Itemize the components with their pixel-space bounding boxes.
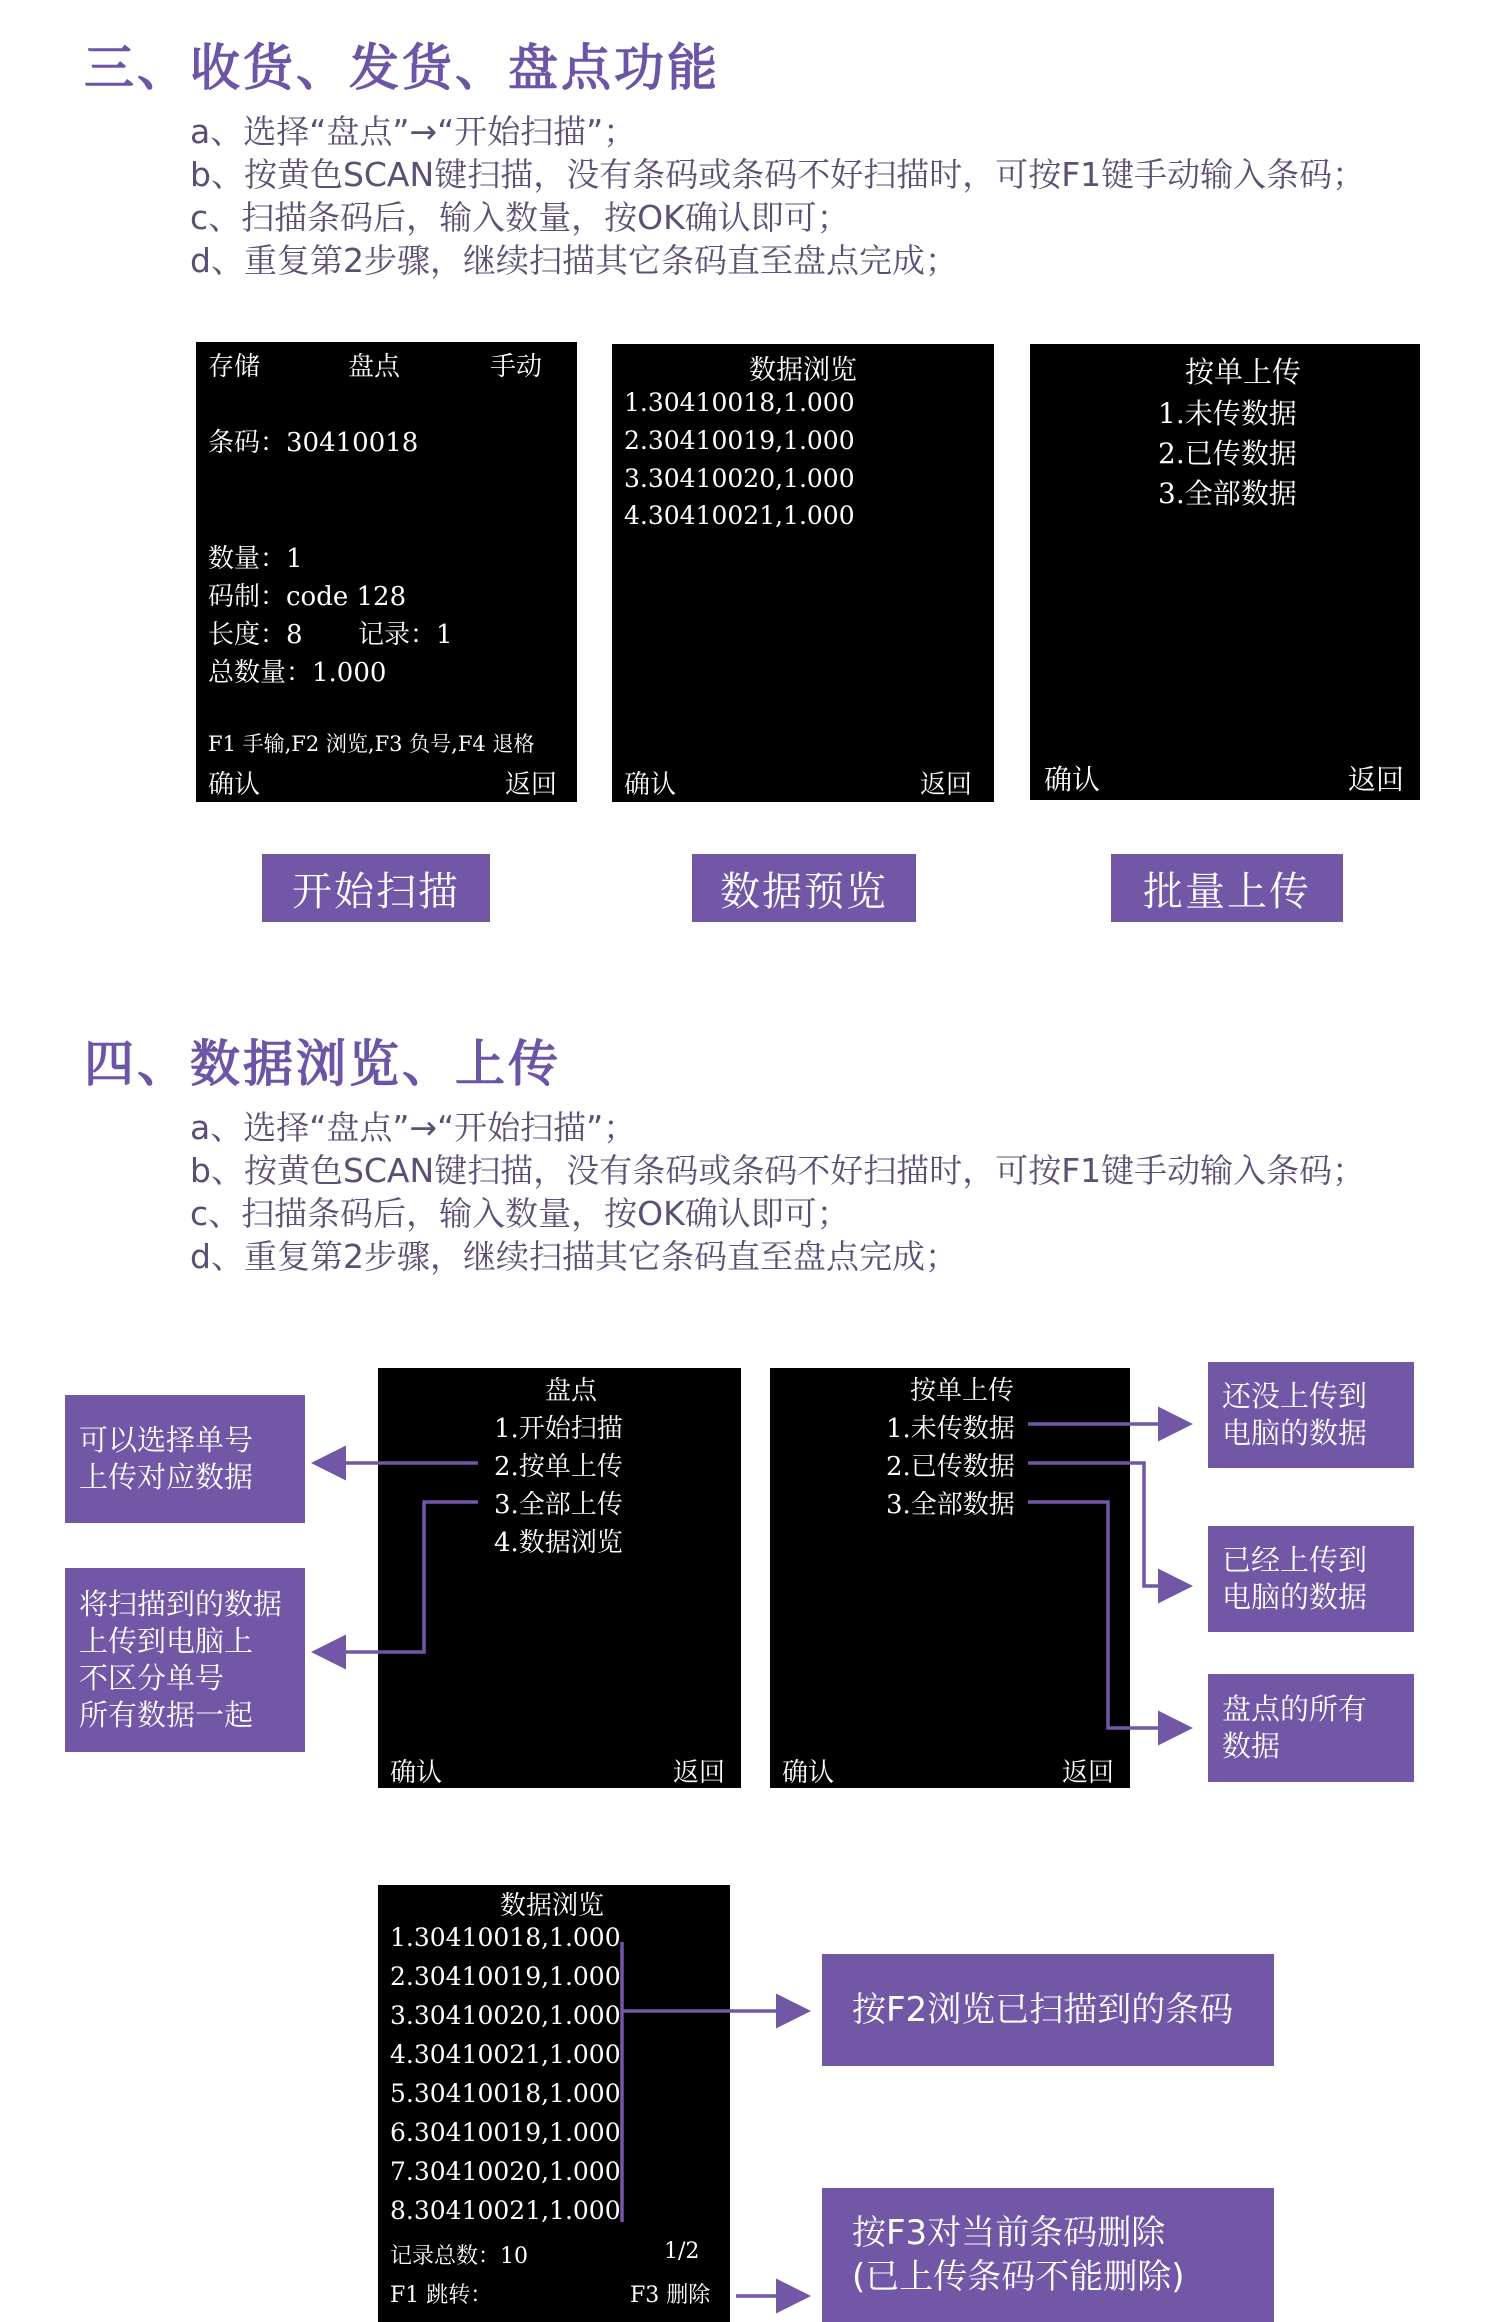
back-softkey[interactable]: 返回 [1061, 1758, 1114, 1788]
callout-line: 上传到电脑上 [79, 1624, 254, 1658]
back-softkey[interactable]: 返回 [672, 1758, 725, 1788]
inventory-menu-screen [378, 1368, 741, 1788]
browse-row: 1.30410018,1.000 [390, 1923, 621, 1952]
back-softkey[interactable]: 返回 [504, 770, 557, 800]
page-indicator: 1/2 [664, 2239, 700, 2264]
callout-line: 按F2浏览已扫描到的条码 [852, 1989, 1234, 2030]
section3-steps [190, 110, 1365, 282]
callout-upload-by-order [65, 1395, 305, 1523]
callout-unsent-data [1208, 1362, 1414, 1468]
confirm-softkey[interactable]: 确认 [624, 770, 677, 800]
step-a: a、选择“盘点”→“开始扫描”； [190, 1108, 637, 1147]
callout-line: 按F3对当前条码删除 [852, 2213, 1166, 2253]
batch-upload-label: 批量上传 [1111, 854, 1343, 922]
start-scan-label: 开始扫描 [262, 854, 490, 922]
record-value: 记录：1 [358, 620, 453, 650]
quantity-value: 数量：1 [208, 544, 303, 574]
menu-item-data-browse[interactable]: 4.数据浏览 [494, 1528, 623, 1558]
data-preview-label: 数据预览 [692, 854, 916, 922]
barcode-value: 条码：30410018 [208, 428, 419, 458]
callout-line: 电脑的数据 [1222, 1416, 1368, 1450]
callout-line: (已上传条码不能删除) [852, 2257, 1185, 2297]
step-b: b、按黄色SCAN键扫描，没有条码或条码不好扫描时，可按F1键手动输入条码； [190, 155, 1366, 194]
step-b: b、按黄色SCAN键扫描，没有条码或条码不好扫描时，可按F1键手动输入条码； [190, 1151, 1366, 1190]
upload-by-order-screen [770, 1368, 1130, 1788]
callout-all-data [1208, 1674, 1414, 1782]
callout-upload-all [65, 1568, 305, 1752]
scan-screen [196, 342, 577, 802]
browse-row: 4.30410021,1.000 [390, 2040, 621, 2069]
callout-line: 将扫描到的数据 [79, 1587, 283, 1621]
header-manual: 手动 [490, 352, 543, 382]
f3-delete-hint: F3 删除 [630, 2283, 711, 2308]
callout-sent-data [1208, 1526, 1414, 1632]
callout-line: 还没上传到 [1222, 1379, 1368, 1413]
f1-jump-hint: F1 跳转： [390, 2283, 493, 2308]
browse-row: 8.30410021,1.000 [390, 2196, 621, 2225]
data-browse-screen [378, 1885, 730, 2322]
section3-title: 三、收货、发货、盘点功能 [84, 39, 720, 97]
code-type: 码制：code 128 [208, 582, 407, 612]
callout-line: 可以选择单号 [79, 1423, 254, 1457]
section4-title: 四、数据浏览、上传 [84, 1035, 561, 1093]
browse-title: 数据浏览 [749, 355, 857, 386]
step-c: c、扫描条码后，输入数量，按OK确认即可； [190, 198, 850, 237]
upload-screen [1030, 344, 1420, 800]
header-inventory: 盘点 [348, 352, 401, 382]
browse-row: 6.30410019,1.000 [390, 2118, 621, 2147]
upload-option-all[interactable]: 3.全部数据 [886, 1490, 1015, 1520]
step-d: d、重复第2步骤，继续扫描其它条码直至盘点完成； [190, 1237, 958, 1276]
step-a: a、选择“盘点”→“开始扫描”； [190, 112, 637, 151]
menu-item-upload-all[interactable]: 3.全部上传 [494, 1490, 623, 1520]
browse-row: 7.30410020,1.000 [390, 2157, 621, 2186]
upload-title: 按单上传 [910, 1376, 1015, 1406]
record-total: 记录总数：10 [390, 2244, 528, 2269]
callout-line: 已经上传到 [1222, 1543, 1368, 1577]
callout-line: 数据 [1222, 1729, 1281, 1763]
menu-item-upload-by-order[interactable]: 2.按单上传 [494, 1452, 623, 1482]
confirm-softkey[interactable]: 确认 [208, 770, 261, 800]
browse-screen [612, 344, 994, 802]
upload-option-sent[interactable]: 2.已传数据 [886, 1452, 1015, 1482]
callout-f3-delete [822, 2188, 1274, 2322]
callout-line: 电脑的数据 [1222, 1580, 1368, 1614]
back-softkey[interactable]: 返回 [919, 770, 972, 800]
callout-line: 盘点的所有 [1222, 1692, 1368, 1726]
browse-row: 3.30410020,1.000 [624, 464, 855, 493]
browse-row: 2.30410019,1.000 [624, 426, 855, 455]
callout-line: 上传对应数据 [79, 1460, 254, 1494]
browse-row: 5.30410018,1.000 [390, 2079, 621, 2108]
confirm-softkey[interactable]: 确认 [390, 1758, 443, 1788]
upload-option-all[interactable]: 3.全部数据 [1158, 477, 1297, 510]
upload-option-unsent[interactable]: 1.未传数据 [886, 1414, 1015, 1444]
browse-title: 数据浏览 [500, 1891, 605, 1921]
back-softkey[interactable]: 返回 [1347, 763, 1404, 796]
callout-line: 所有数据一起 [79, 1698, 254, 1732]
upload-option-unsent[interactable]: 1.未传数据 [1158, 397, 1297, 430]
confirm-softkey[interactable]: 确认 [782, 1758, 835, 1788]
callout-line: 不区分单号 [79, 1661, 225, 1695]
menu-item-start-scan[interactable]: 1.开始扫描 [494, 1414, 623, 1444]
step-d: d、重复第2步骤，继续扫描其它条码直至盘点完成； [190, 241, 958, 280]
browse-row: 4.30410021,1.000 [624, 501, 855, 530]
total-quantity: 总数量：1.000 [208, 658, 387, 688]
upload-title: 按单上传 [1185, 355, 1302, 389]
function-keys-hint: F1 手输,F2 浏览,F3 负号,F4 退格 [208, 732, 535, 756]
menu-title: 盘点 [545, 1376, 598, 1406]
upload-option-sent[interactable]: 2.已传数据 [1158, 437, 1297, 470]
browse-row: 2.30410019,1.000 [390, 1962, 621, 1991]
length-value: 长度：8 [208, 620, 303, 650]
browse-row: 3.30410020,1.000 [390, 2001, 621, 2030]
section4-steps [190, 1106, 1365, 1278]
browse-row: 1.30410018,1.000 [624, 388, 855, 417]
callout-f2-browse [822, 1954, 1274, 2066]
header-storage: 存储 [208, 352, 261, 382]
step-c: c、扫描条码后，输入数量，按OK确认即可； [190, 1194, 850, 1233]
confirm-softkey[interactable]: 确认 [1044, 763, 1101, 796]
